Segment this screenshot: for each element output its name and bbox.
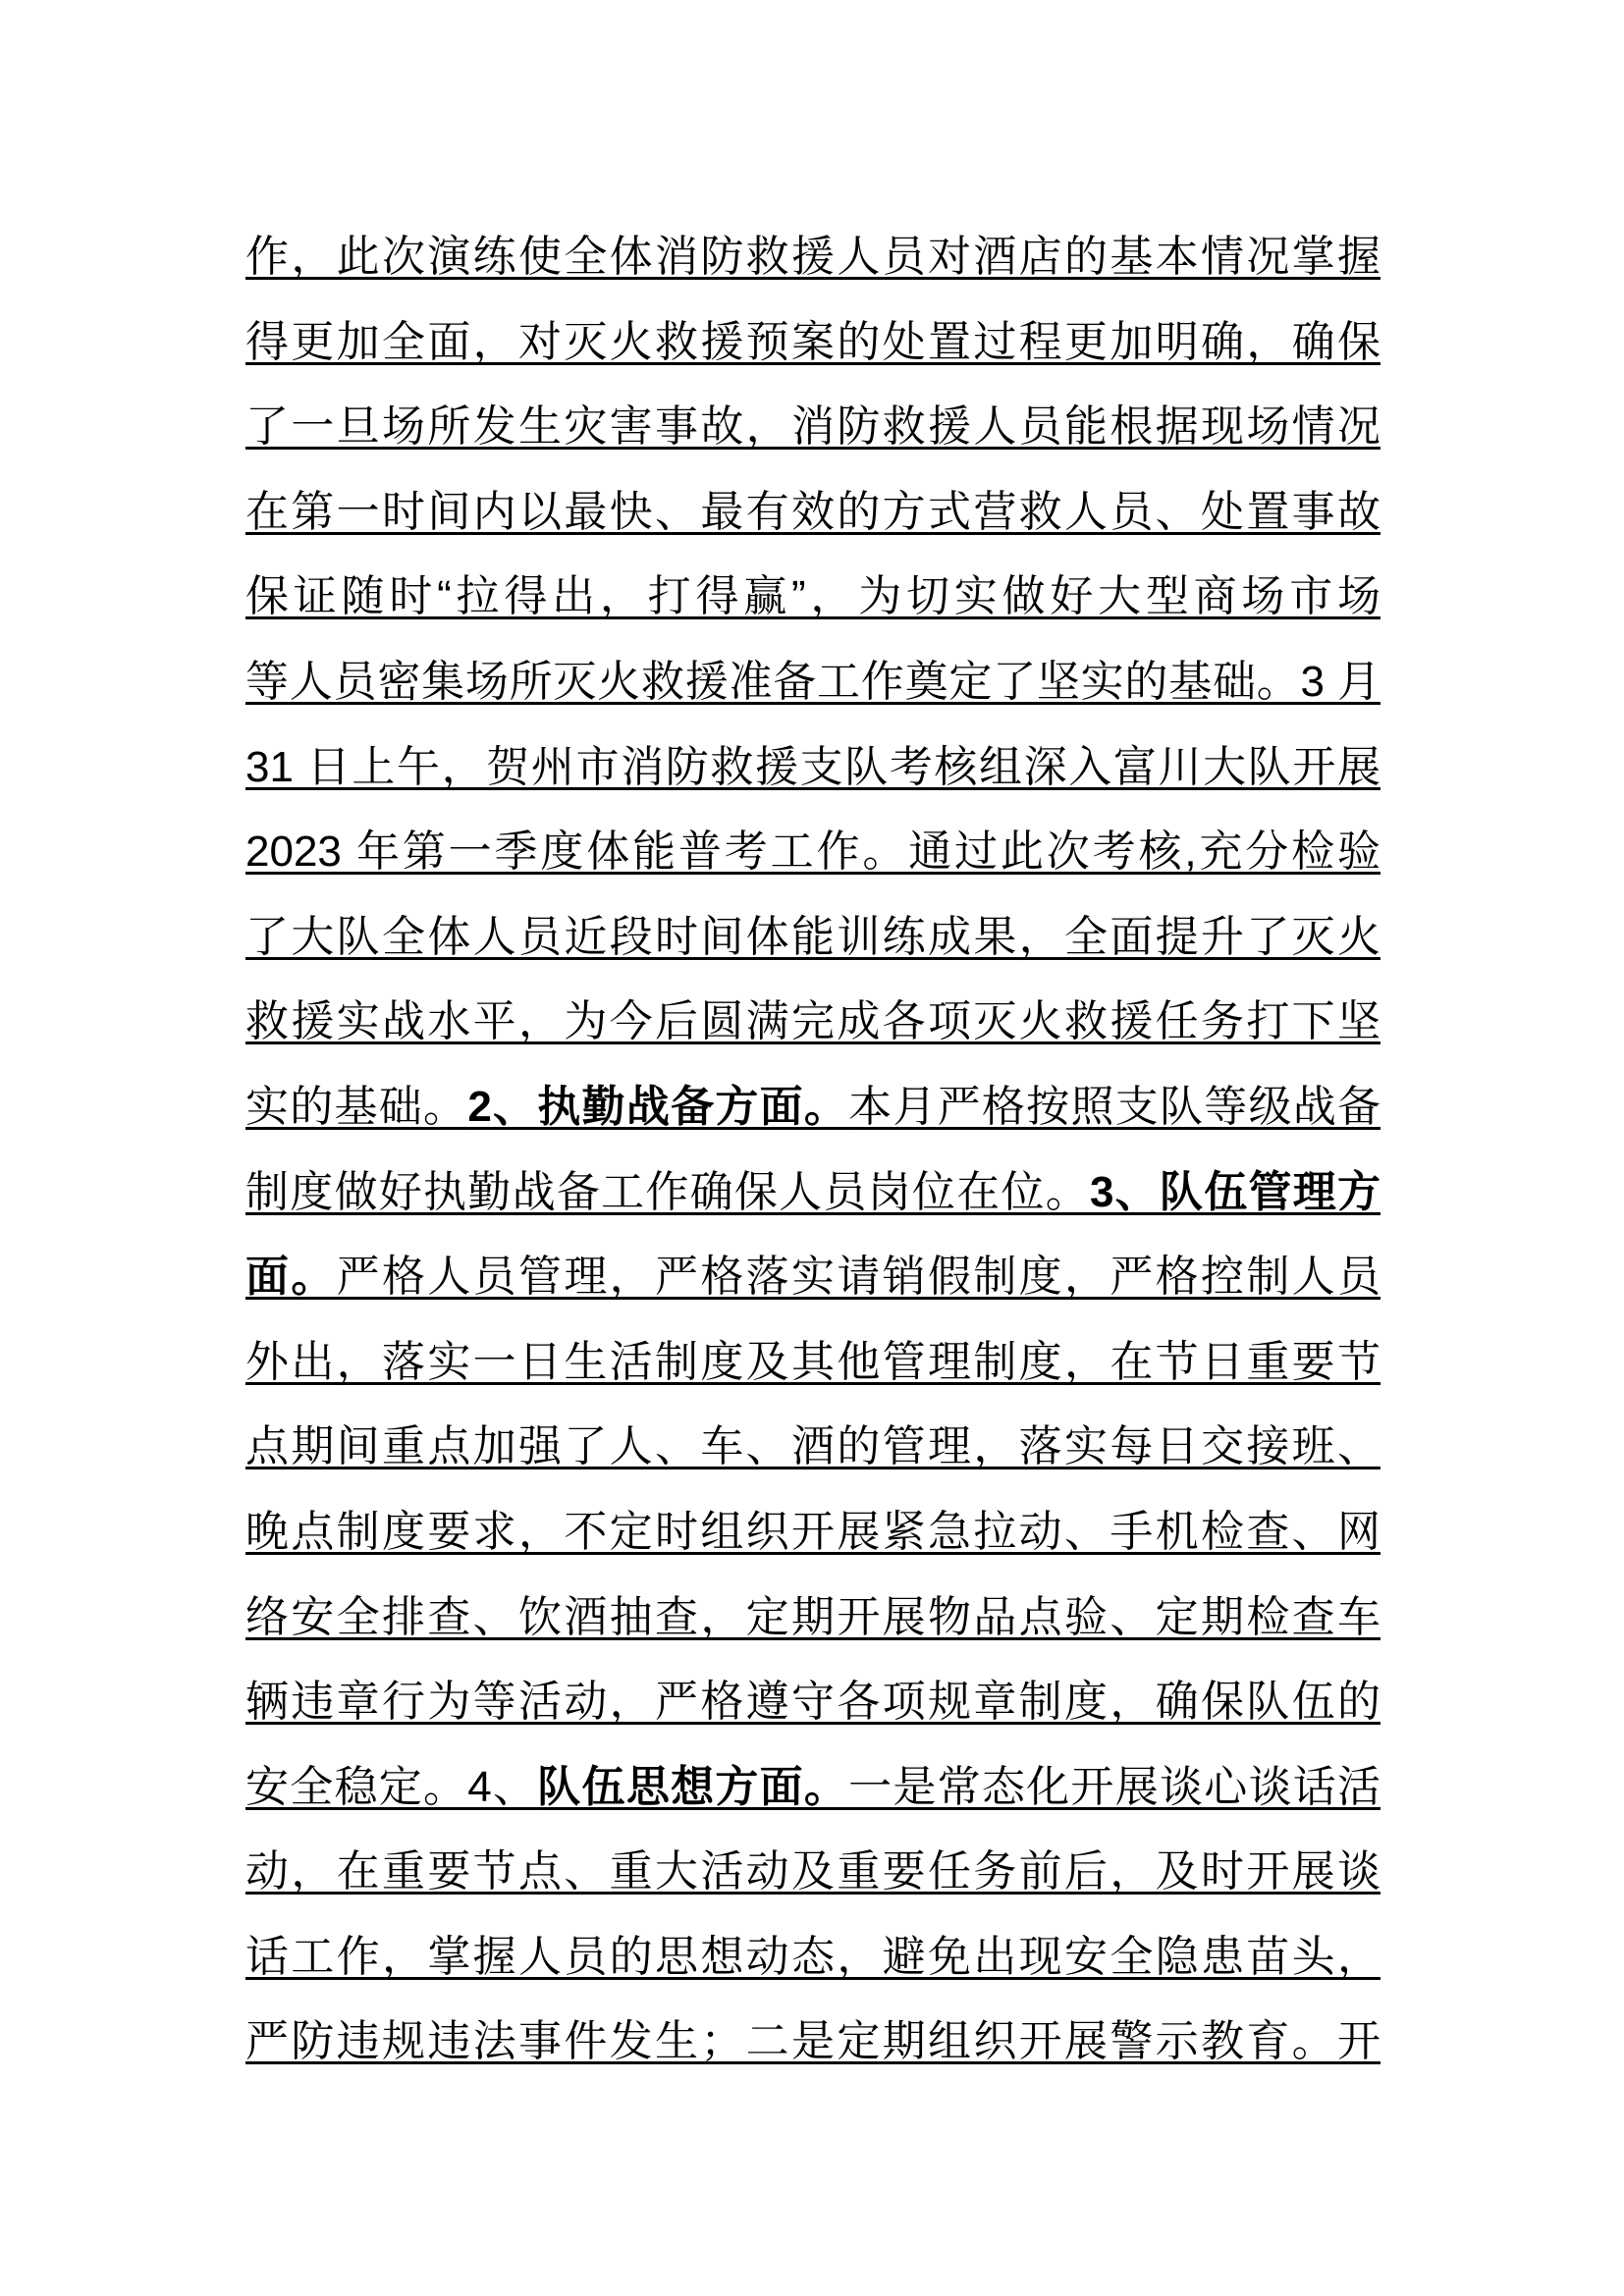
bold-heading-text: 3、队伍管理方 bbox=[1089, 1167, 1380, 1216]
text-line bbox=[245, 215, 1380, 300]
body-text: 严防违规违法事件发生；二是定期组织开展警示教育。开 bbox=[245, 2017, 1380, 2066]
bold-heading-text: 面。 bbox=[245, 1253, 337, 1302]
body-text: 安全稳定。4、 bbox=[245, 1762, 538, 1811]
text-line bbox=[245, 1405, 1380, 1490]
body-text: 了一旦场所发生灾害事故，消防救援人员能根据现场情况 bbox=[245, 402, 1380, 452]
text-line bbox=[245, 300, 1380, 386]
text-line bbox=[245, 1575, 1380, 1661]
text-line bbox=[245, 725, 1380, 811]
body-text: 作，此次演练使全体消防救援人员对酒店的基本情况掌握 bbox=[245, 233, 1380, 281]
text-line bbox=[245, 1150, 1380, 1236]
body-text: 31 日上午，贺州市消防救援支队考核组深入富川大队开展 bbox=[245, 742, 1380, 791]
text-line bbox=[245, 640, 1380, 725]
body-text: 等人员密集场所灭火救援准备工作奠定了坚实的基础。3 月 bbox=[245, 657, 1380, 706]
text-line bbox=[245, 2000, 1380, 2085]
body-text: 话工作，掌握人员的思想动态，避免出现安全隐患苗头， bbox=[245, 1932, 1380, 1981]
body-text: 了大队全体人员近段时间体能训练成果，全面提升了灭火 bbox=[245, 912, 1380, 961]
text-line bbox=[245, 980, 1380, 1065]
body-text: 辆违章行为等活动，严格遵守各项规章制度，确保队伍的 bbox=[245, 1678, 1380, 1727]
body-text: 外出，落实一日生活制度及其他管理制度，在节日重要节 bbox=[245, 1337, 1380, 1386]
text-line bbox=[245, 555, 1380, 640]
body-text: 晚点制度要求，不定时组织开展紧急拉动、手机检查、网 bbox=[245, 1507, 1380, 1556]
text-line bbox=[245, 470, 1380, 556]
bold-heading-text: 队伍思想方面。 bbox=[537, 1762, 849, 1811]
text-line bbox=[245, 1065, 1380, 1150]
text-line bbox=[245, 385, 1380, 470]
text-line bbox=[245, 1235, 1380, 1320]
body-text: 在第一时间内以最快、最有效的方式营救人员、处置事故 bbox=[245, 487, 1380, 536]
body-text: 本月严格按照支队等级战备 bbox=[848, 1082, 1381, 1131]
text-line bbox=[245, 810, 1380, 895]
body-text: 一是常态化开展谈心谈话活 bbox=[848, 1762, 1380, 1811]
body-text: 实的基础。 bbox=[245, 1082, 468, 1131]
text-line bbox=[245, 895, 1380, 981]
document-body bbox=[245, 215, 1380, 2085]
text-line bbox=[245, 1490, 1380, 1575]
body-text: 络安全排查、饮酒抽查，定期开展物品点验、定期检查车 bbox=[245, 1592, 1380, 1641]
text-line bbox=[245, 1915, 1380, 2001]
body-text: 点期间重点加强了人、车、酒的管理，落实每日交接班、 bbox=[245, 1422, 1380, 1471]
text-line bbox=[245, 1830, 1380, 1915]
bold-heading-text: 2、执勤战备方面。 bbox=[467, 1082, 849, 1131]
body-text: 2023 年第一季度体能普考工作。通过此次考核,充分检验 bbox=[245, 828, 1380, 877]
body-text: 严格人员管理，严格落实请销假制度，严格控制人员 bbox=[336, 1253, 1381, 1302]
body-text: 保证随时“拉得出，打得赢”，为切实做好大型商场市场 bbox=[245, 572, 1380, 621]
body-text: 救援实战水平，为今后圆满完成各项灭火救援任务打下坚 bbox=[245, 997, 1380, 1046]
text-line bbox=[245, 1660, 1380, 1745]
body-text: 制度做好执勤战备工作确保人员岗位在位。 bbox=[245, 1167, 1090, 1216]
body-text: 动，在重要节点、重大活动及重要任务前后，及时开展谈 bbox=[245, 1847, 1380, 1896]
body-text: 得更加全面，对灭火救援预案的处置过程更加明确，确保 bbox=[245, 317, 1380, 366]
text-line bbox=[245, 1745, 1380, 1831]
text-line bbox=[245, 1320, 1380, 1406]
